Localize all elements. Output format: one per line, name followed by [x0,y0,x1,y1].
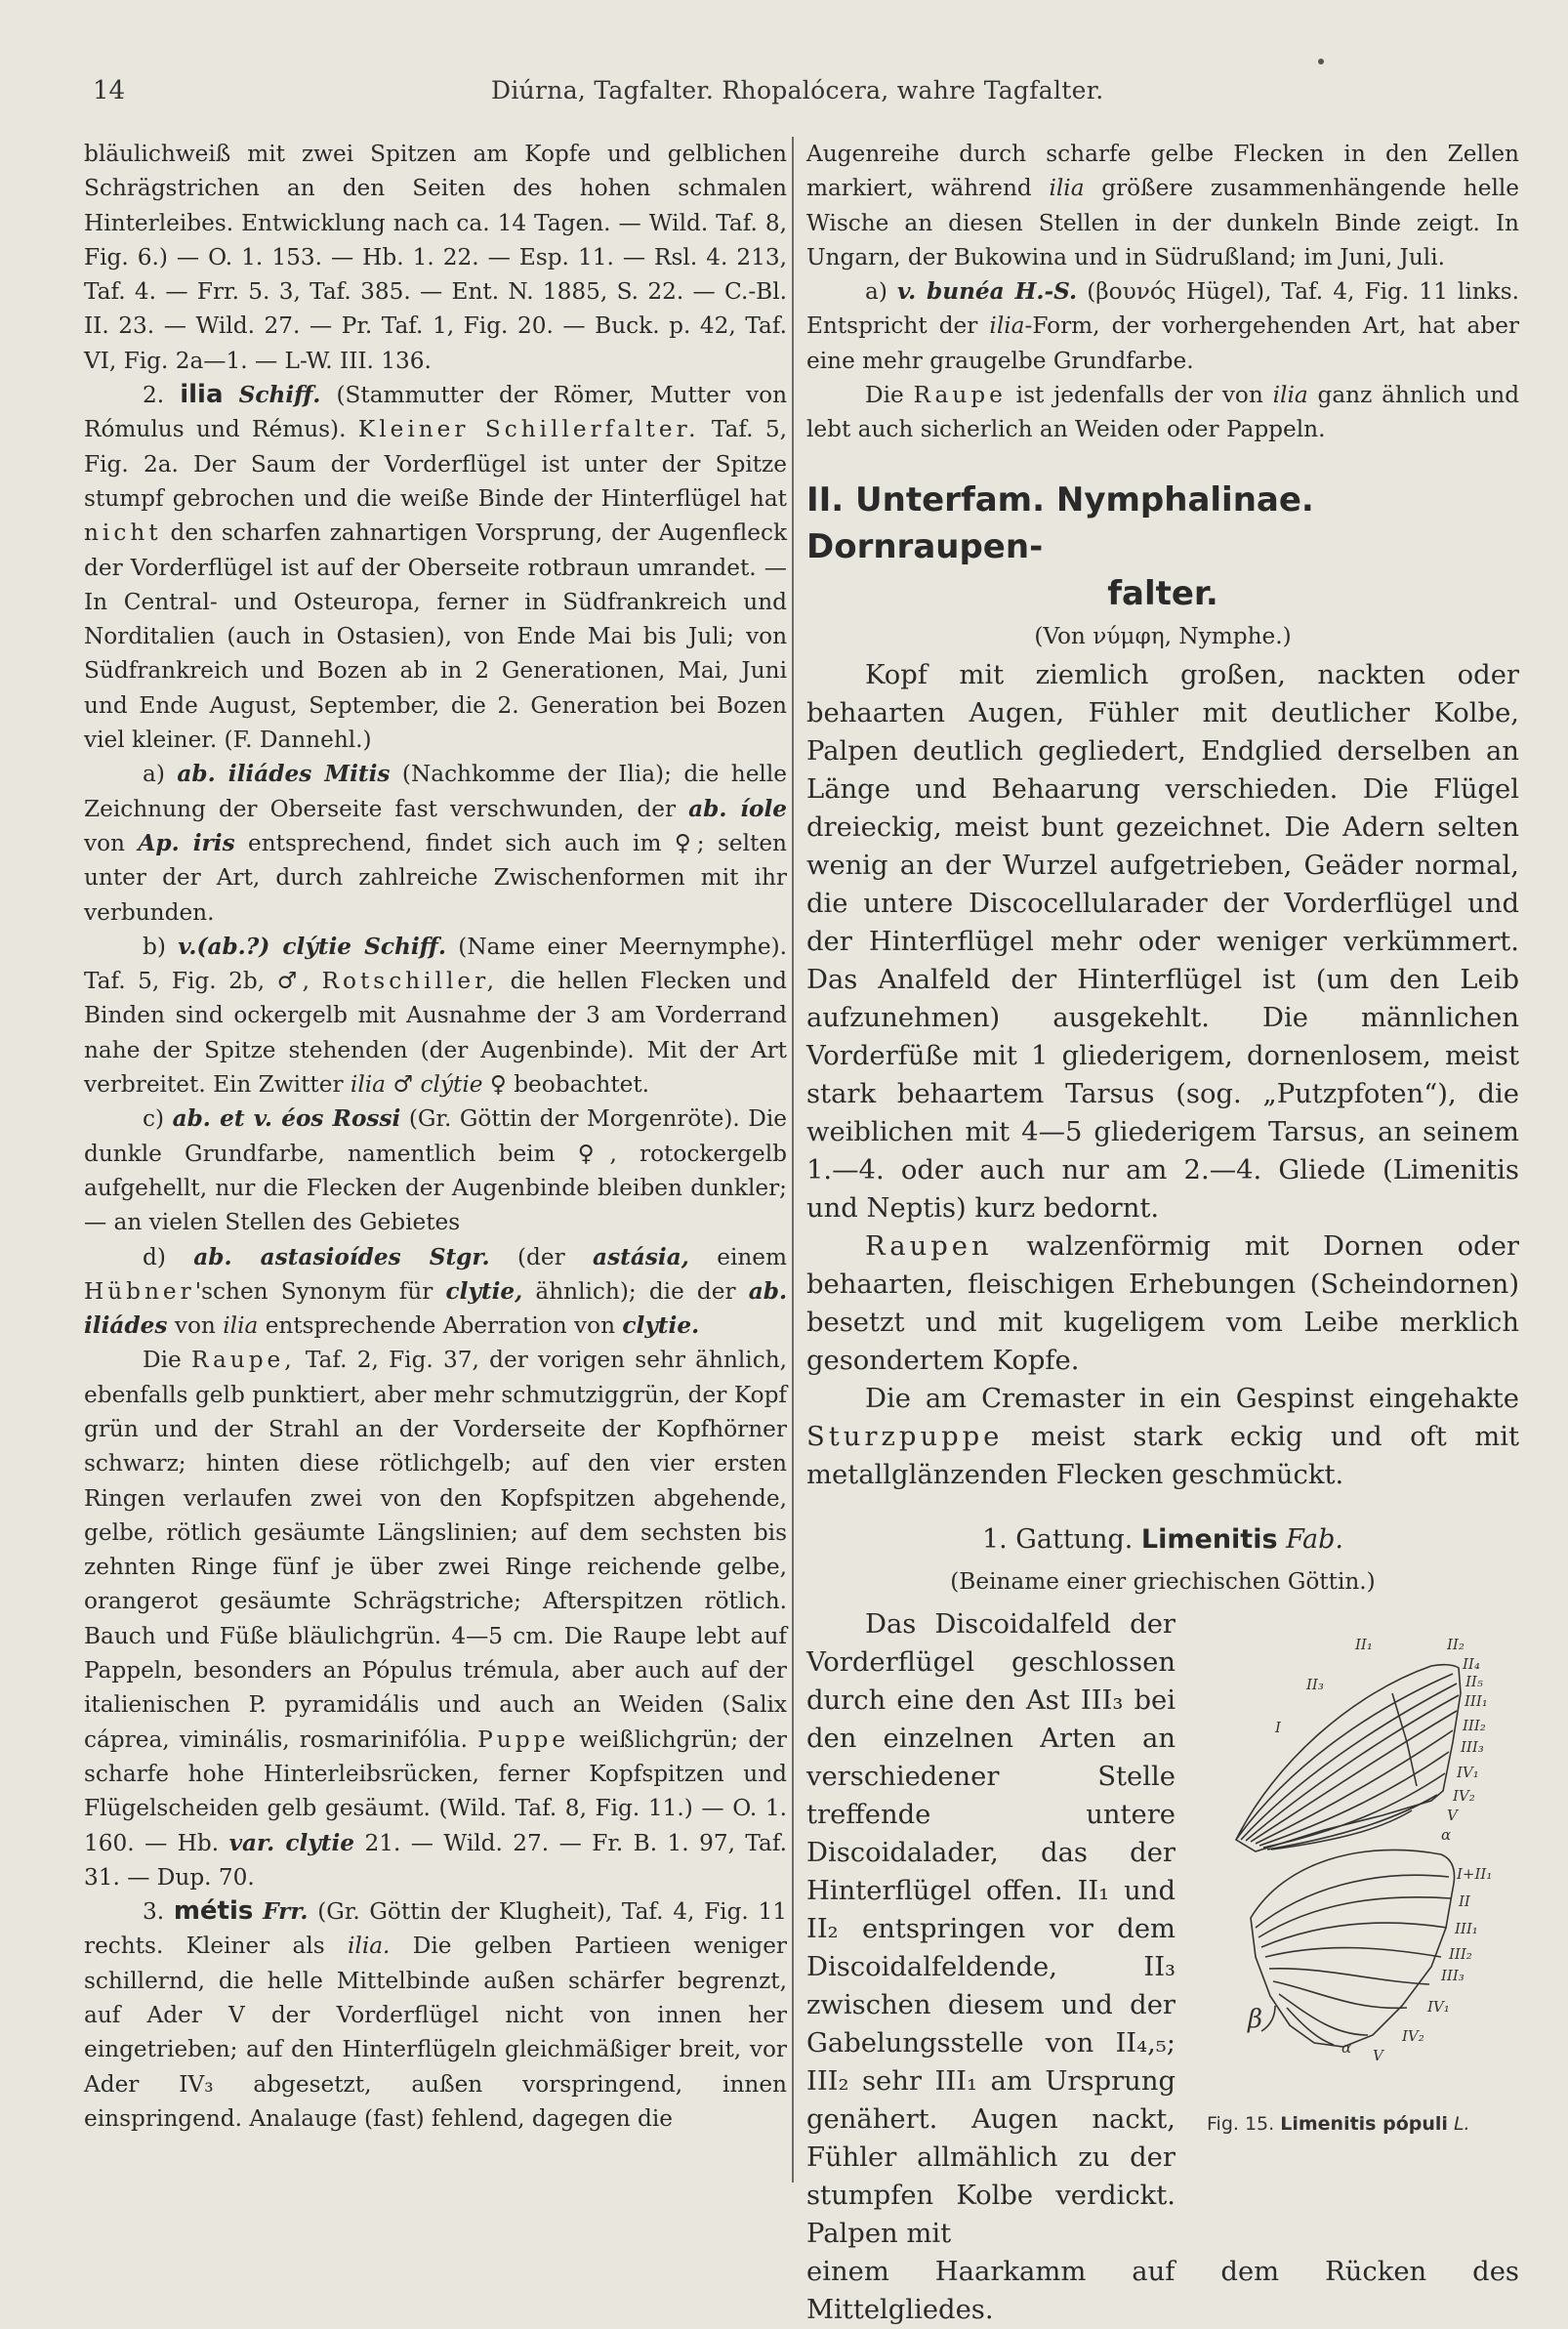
fig-label: I+II₁ [1457,1864,1493,1883]
wing-venation-drawing [1197,1605,1519,2113]
genus-description: Das Discoidalfeld der Vorderflügel geschlossen durch eine den Ast III₃ bei den einzelnen Arten an verschiedener Stelle treffende untere Discoidalader, das der Hinterflügel offen. II₁ und II₂ entspringen vor dem Discoidalfeldende, II₃ zwischen diesem und der Gabelungsstelle von II₄,₅; III₂ sehr III₁ am Ursprung genähert. Augen nackt, Fühler allmählich zu der stumpfen Kolbe verdickt. Palpen mit [806,1608,1176,2249]
subfamily-etymology: (Von νύμφη, Nymphe.) [1034,622,1292,649]
subfamily-heading: II. Unterfam. Nymphalinae. Dornraupen- falter. [806,479,1314,613]
common-name: Kleiner Schillerfalter. [357,416,700,443]
fig-label: α [1341,2038,1352,2057]
running-head: Diúrna, Tagfalter. Rhopalócera, wahre Tagfalter. [491,76,1104,104]
page-header [93,76,1490,115]
fig-label: III₃ [1461,1737,1484,1756]
fig-label: II₃ [1306,1675,1324,1693]
fig-label: V [1373,2046,1383,2064]
form-d-astasioides: d) ab. astasioídes Stgr. (der astásia, einem Hübner'schen Synonym für clytie, ähnlich); die der ab. iliádes von ilia entsprechende Aberration von clytie. [84,1243,788,1340]
form-a-iliades: a) ab. iliádes Mitis (Nachkomme der Ilia); die helle Zeichnung der Oberseite fast verschwunden, der ab. íole von Ap. iris entsprechend, findet sich auch im ♀; selten unter der Art, durch zahlreiche Zwischenformen mit ihr verbunden. [84,761,788,926]
paragraph-continued: bläulichweiß mit zwei Spitzen am Kopfe und gelblichen Schrägstrichen an den Seiten des hohen schmalen Hinterleibes. Entwicklung nach ca. 14 Tagen. — Wild. Taf. 8, Fig. 6.) — O. 1. 153. — Hb. 1. 22. — Esp. 11. — Rsl. 4. 213, Taf. 4. — Frr. 5. 3, Taf. 385. — Ent. N. 1885, S. 22. — C.-Bl. II. 23. — Wild. 27. — Pr. Taf. 1, Fig. 20. — Buck. p. 42, Taf. VI, Fig. 2a—1. — L-W. III. 136. [84,141,787,374]
column-rule [792,137,794,2183]
pupa-description: Die am Cremaster in ein Gespinst eingehakte Sturzpuppe meist stark eckig und oft mit metallglänzenden Flecken geschmückt. [806,1383,1519,1490]
fig-label: IV₁ [1457,1763,1479,1781]
species-metis: 3. métis Frr. (Gr. Göttin der Klugheit), Taf. 4, Fig. 11 rechts. Kleiner als ilia. Die gelben Partieen weniger schillernd, die helle Mittelbinde außen schärfer begrenzt, auf Ader V der Vorderflügel nicht von innen her eingetrieben; auf den Hinterflügeln gleichmäßiger breit, vor Ader IV₃ abgesetzt, außen vorspringend, innen einspringend. Analauge (fast) fehlend, dagegen die [84,1896,787,2132]
genus-block [806,1605,1519,2253]
fig-label: IV₁ [1427,1997,1450,2016]
fig-label: V [1447,1806,1458,1824]
fig-label: II [1459,1892,1470,1910]
genus-heading: 1. Gattung. Limenitis Fab. [981,1523,1344,1555]
larvae-description: Raupen walzenförmig mit Dornen oder behaarten, fleischigen Erhebungen (Scheindornen) besetzt und mit kugeligem vom Leibe merklich gesondertem Kopfe. [806,1230,1519,1376]
fig-label: β [1248,2004,1263,2034]
species-name: ilia [180,380,224,410]
species-author: Schiff. [238,382,321,409]
fig-label: α [1441,1825,1452,1844]
fig-label: IV₂ [1402,2026,1424,2045]
wing-venation-figure [1197,1605,1519,2133]
figure-caption: Fig. 15. Limenitis pópuli L. [1207,2112,1470,2135]
larva-metis: Die Raupe ist jedenfalls der von ilia ganz ähnlich und lebt auch sicherlich an Weiden oder Pappeln. [806,382,1520,443]
fig-label: III₂ [1449,1944,1472,1963]
metis-continued: Augenreihe durch scharfe gelbe Flecken in den Zellen markiert, während ilia größere zusammenhängende helle Wische an diesen Stellen in der dunkeln Binde zeigt. In Ungarn, der Bukowina und in Südrußland; im Juni, Juli. [806,141,1520,270]
subfamily-description: Kopf mit ziemlich großen, nackten oder behaarten Augen, Fühler mit deutlicher Kolbe, Palpen deutlich gegliedert, Endglied derselben an Länge und Behaarung verschieden. Die Flügel dreieckig, meist bunt gezeichnet. Die Adern selten wenig an der Wurzel aufgetrieben, Geäder normal, die untere Discocellularader der Vorderflügel und der Hinterflügel mehr oder weniger verkümmert. Das Analfeld der Hinterflügel ist (um den Leib aufzunehmen) ausgekehlt. Die männlichen Vorderfüße mit 1 gliederigem, dornenlosem, meist stark behaartem Tarsus (sog. „Putzpfoten“), die weiblichen mit 4—5 gliederigem Tarsus, an seinem 1.—4. oder auch nur am 2.—4. Gliede (Limenitis und Neptis) kurz bedornt. [806,659,1519,1224]
fig-label: I [1275,1718,1281,1736]
fig-label: II₁ [1355,1635,1373,1653]
form-b-clytie: b) v.(ab.?) clýtie Schiff. (Name einer Meernymphe). Taf. 5, Fig. 2b, ♂, Rotschiller, die hellen Flecken und Binden sind ockergelb mit Ausnahme der 3 am Vorderrand nahe der Spitze stehenden (der Augenbinde). Mit der Art verbreitet. Ein Zwitter ilia ♂ clýtie ♀ beobachtet. [84,933,787,1099]
fig-label: II₂ [1447,1635,1465,1653]
fig-label: III₂ [1463,1716,1486,1734]
page-number: 14 [93,76,126,105]
fig-label: III₁ [1465,1691,1488,1710]
fig-label: IV₂ [1453,1786,1475,1805]
genus-etymology: (Beiname einer griechischen Göttin.) [950,1567,1376,1595]
larva-ilia: Die Raupe, Taf. 2, Fig. 37, der vorigen sehr ähnlich, ebenfalls gelb punktiert, aber mehr schmutziggrün, der Kopf grün und der Strahl an der Vorderseite der Kopfhörner schwarz; hinten diese rötlichgelb; auf den vier ersten Ringen verlaufen zwei von den Kopfspitzen abgehende, gelbe, rötlich gesäumte Längslinien; auf dem sechsten bis zehnten Ringe fünf je über zwei Ringe reichende gelbe, orangerot gesäumte Schrägstriche; Afterspitzen rötlich. Bauch und Füße bläulichgrün. 4—5 cm. Die Raupe lebt auf Pappeln, besonders an Pópulus trémula, aber auch auf der italienischen P. pyramidális und auch an Weiden (Salix cáprea, viminális, rosmarinifólia. Puppe weißlichgrün; der scharfe hohe Hinterleibsrücken, ferner Kopfspitzen und Flügelscheiden gelb gesäumt. (Wild. Taf. 8, Fig. 11.) — O. 1. 160. — Hb. var. clytie 21. — Wild. 27. — Fr. B. 1. 97, Taf. 31. — Dup. 70. [84,1347,787,1891]
genus-description-last-line: einem Haarkamm auf dem Rücken des Mittelgliedes. [806,2256,1519,2325]
fig-label: III₁ [1455,1919,1478,1937]
right-column [806,137,1519,2329]
form-c-eos: c) ab. et v. éos Rossi (Gr. Göttin der Morgenröte). Die dunkle Grundfarbe, namentlich beim ♀, rotockergelb aufgehellt, nur die Flecken der Augenbinde bleiben dunkler; — an vielen Stellen des Gebietes [84,1105,787,1236]
species-ilia: 2. ilia Schiff. (Stammutter der Römer, Mutter von Rómulus und Rémus). Kleiner Schillerfalter. Taf. 5, Fig. 2a. Der Saum der Vorderflügel ist unter der Spitze stumpf gebrochen und die weiße Binde der Hinterflügel hat nicht den scharfen zahnartigen Vorsprung, der Augenfleck der Vorderflügel ist auf der Oberseite rotbraun umrandet. — In Central- und Osteuropa, ferner in Südfrankreich und Norditalien (auch in Ostasien), von Ende Mai bis Juli; von Südfrankreich und Bozen ab in 2 Generationen, Mai, Juni und Ende August, September, die 2. Generation bei Bozen viel kleiner. (F. Dannehl.) [84,380,788,754]
fig-label: III₃ [1441,1966,1465,1984]
fig-label: II₅ [1465,1672,1483,1690]
ink-speck [1318,59,1324,64]
left-column [84,137,787,2136]
fig-label: II₄ [1463,1654,1480,1673]
form-a-bunea: a) v. bunéa H.-S. (βουνός Hügel), Taf. 4, Fig. 11 links. Entspricht der ilia-Form, der vorhergehenden Art, hat aber eine mehr graugelbe Grundfarbe. [806,278,1520,374]
